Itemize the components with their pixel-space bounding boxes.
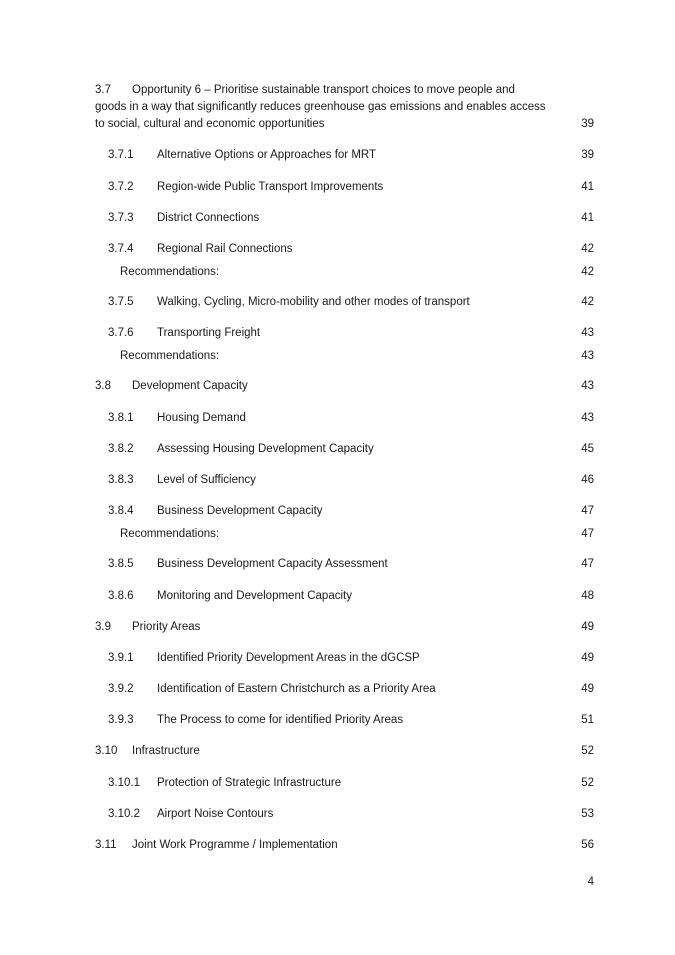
toc-entry-number: 3.9 — [95, 621, 111, 633]
toc-entry-page: 52 — [581, 745, 594, 757]
toc-entry-number: 3.10 — [95, 745, 118, 757]
toc-entry-page: 39 — [581, 118, 594, 130]
toc-entry-number: 3.10.1 — [108, 777, 140, 789]
toc-entry-page: 56 — [581, 839, 594, 851]
toc-entry-title: Airport Noise Contours — [157, 808, 274, 820]
toc-entry-number: 3.7.2 — [108, 181, 134, 193]
toc-entry-title: The Process to come for identified Priority Areas — [157, 714, 404, 726]
toc-entry-page: 43 — [581, 350, 594, 362]
toc-entry-title: Joint Work Programme / Implementation — [132, 839, 338, 851]
toc-entry-number: 3.8.4 — [108, 505, 134, 517]
toc-entry-title: Regional Rail Connections — [157, 243, 293, 255]
toc-entry-title-line-3: to social, cultural and economic opportunities — [95, 118, 325, 130]
toc-entry-number: 3.8.6 — [108, 590, 134, 602]
toc-entry-page: 45 — [581, 443, 594, 455]
toc-entry-page: 52 — [581, 777, 594, 789]
toc-entry-page: 47 — [581, 558, 594, 570]
toc-entry-title: Business Development Capacity Assessment — [157, 558, 388, 570]
toc-entry-title: Priority Areas — [132, 621, 201, 633]
toc-entry-page: 48 — [581, 590, 594, 602]
toc-entry-title: Recommendations: — [120, 528, 220, 540]
toc-entry-number: 3.8.3 — [108, 474, 134, 486]
toc-entry-page: 39 — [581, 149, 594, 161]
toc-entry-title: Region-wide Public Transport Improvements — [157, 181, 384, 193]
toc-entry-number: 3.8.1 — [108, 412, 134, 424]
toc-entry-title-line-1: Opportunity 6 – Prioritise sustainable transport choices to move people and — [132, 84, 515, 96]
toc-entry-number: 3.7.3 — [108, 212, 134, 224]
toc-entry-title: Identification of Eastern Christchurch as a Priority Area — [157, 683, 436, 695]
page-number: 4 — [587, 876, 594, 888]
toc-entry-title: Housing Demand — [157, 412, 246, 424]
toc-entry-number: 3.8.2 — [108, 443, 134, 455]
toc-entry-page: 42 — [581, 243, 594, 255]
toc-entry-number: 3.7.6 — [108, 327, 134, 339]
toc-entry-title: Business Development Capacity — [157, 505, 323, 517]
toc-entry-page: 43 — [581, 327, 594, 339]
toc-entry-page: 43 — [581, 380, 594, 392]
toc-entry-page: 43 — [581, 412, 594, 424]
toc-entry-title: Infrastructure — [132, 745, 200, 757]
toc-entry-page: 49 — [581, 652, 594, 664]
toc-entry-number: 3.10.2 — [108, 808, 140, 820]
toc-entry-number: 3.8.5 — [108, 558, 134, 570]
toc-entry-title: Development Capacity — [132, 380, 248, 392]
toc-entry-number: 3.9.1 — [108, 652, 134, 664]
toc-entry-title: Recommendations: — [120, 350, 220, 362]
toc-entry-number: 3.7.5 — [108, 296, 134, 308]
toc-entry-page: 41 — [581, 212, 594, 224]
toc-entry-number: 3.7.4 — [108, 243, 134, 255]
toc-entry-number: 3.9.3 — [108, 714, 134, 726]
toc-entry-page: 41 — [581, 181, 594, 193]
toc-entry-page: 51 — [581, 714, 594, 726]
toc-entry-number: 3.9.2 — [108, 683, 134, 695]
toc-entry-title: Alternative Options or Approaches for MRT — [157, 149, 377, 161]
toc-entry-number: 3.11 — [95, 839, 117, 851]
toc-entry-page: 42 — [581, 296, 594, 308]
toc-entry-page: 49 — [581, 683, 594, 695]
toc-entry-title: Identified Priority Development Areas in the dGCSP — [157, 652, 420, 664]
toc-entry-title: Walking, Cycling, Micro-mobility and other modes of transport — [157, 296, 470, 308]
toc-entry-page: 47 — [581, 528, 594, 540]
toc-entry-number: 3.7 — [95, 84, 111, 96]
toc-entry-title: District Connections — [157, 212, 260, 224]
toc-entry-title: Assessing Housing Development Capacity — [157, 443, 374, 455]
toc-entry-title: Level of Sufficiency — [157, 474, 256, 486]
toc-entry-page: 46 — [581, 474, 594, 486]
toc-entry-title: Transporting Freight — [157, 327, 261, 339]
toc-entry-title-line-2: goods in a way that significantly reduces greenhouse gas emissions and enables access — [95, 101, 546, 113]
toc-entry-page: 49 — [581, 621, 594, 633]
toc-entry-number: 3.8 — [95, 380, 111, 392]
toc-entry-page: 53 — [581, 808, 594, 820]
toc-entry-page: 47 — [581, 505, 594, 517]
toc-entry-title: Recommendations: — [120, 266, 220, 278]
toc-entry-title: Protection of Strategic Infrastructure — [157, 777, 342, 789]
toc-entry-title: Monitoring and Development Capacity — [157, 590, 352, 602]
toc-entry-number: 3.7.1 — [108, 149, 134, 161]
toc-entry-page: 42 — [581, 266, 594, 278]
